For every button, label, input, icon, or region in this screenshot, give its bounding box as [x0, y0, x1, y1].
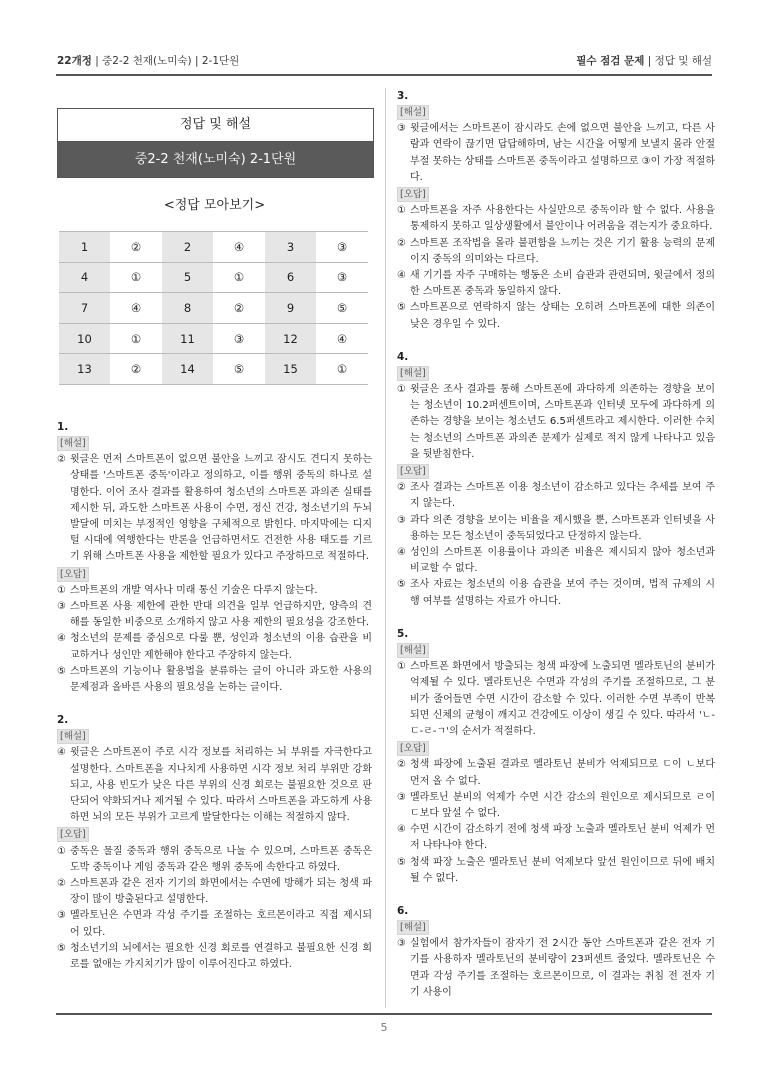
choice-item: [397, 236, 715, 268]
question-number: 6.: [397, 904, 409, 917]
choice-marker: ④: [397, 824, 406, 836]
header-grade: 22개정: [57, 55, 92, 67]
question-number-cell: 4: [59, 262, 110, 293]
choice-marker: ③: [57, 601, 66, 613]
answer-cell: ①: [213, 262, 265, 293]
explain-tag-row: [397, 642, 715, 659]
explain-tag: [해설]: [57, 436, 89, 451]
choice-marker: ①: [57, 584, 66, 596]
column-divider: [385, 88, 386, 1008]
choice-marker: ⑤: [397, 302, 406, 314]
question-number: 4.: [397, 350, 409, 363]
choice-marker: ③: [397, 514, 406, 526]
explain-tag-row: [57, 435, 372, 452]
answer-cell: ⑤: [213, 354, 265, 385]
choice-text: 조사 결과는 스마트폰 이용 청소년이 감소하고 있다는 추세를 보여 주지 않는다.: [410, 482, 715, 510]
explain-tag: [해설]: [57, 729, 89, 744]
question-number-cell: 3: [265, 232, 316, 263]
choice-marker: ②: [397, 237, 406, 249]
choice-item: [57, 664, 372, 696]
choice-item: [397, 300, 715, 332]
choice-item: [397, 577, 715, 609]
choice-marker: ③: [397, 938, 406, 950]
wrong-tag: [오답]: [397, 464, 429, 479]
choice-item: [397, 790, 715, 822]
choice-item: [397, 855, 715, 887]
choice-item: [397, 545, 715, 577]
wrong-tag-row: [397, 186, 715, 203]
choice-text: 수면 시간이 감소하기 전에 청색 파장 노출과 멜라토닌 분비 억제가 먼저 나타나야 한다.: [410, 824, 715, 852]
choice-item: [57, 908, 372, 940]
choice-item: [397, 757, 715, 789]
wrong-tag: [오답]: [57, 827, 89, 842]
choice-text: 청색 파장 노출은 멜라토닌 분비 억제보다 앞선 원인이므로 뒤에 배치될 수 없다.: [410, 856, 715, 884]
choice-text: 스마트폰 조작법을 몰라 불편함을 느끼는 것은 기기 활용 능력의 문제이지 중독의 의미와는 다르다.: [410, 237, 715, 265]
answer-row: [59, 232, 368, 263]
wrong-tag: [오답]: [397, 187, 429, 202]
answer-cell: ③: [316, 232, 368, 263]
choice-marker: ①: [397, 384, 406, 396]
wrong-tag: [오답]: [397, 741, 429, 756]
choice-text: 윗글은 스마트폰이 주로 시각 정보를 처리하는 뇌 부위를 자극한다고 설명한다. 스마트폰을 지나치게 사용하면 시각 정보 처리 부위만 강화되고, 사용 빈도가 낮은 다른 부위의 신경 회로는 불필요한 것으로 판단되어 약화되거나 제거될 수 있다. 따라서 스마트폰을 과도하게 사용하면 뇌의 모든 부위가 고르게 발달한다는 이해는 적절하지 않다.: [70, 747, 372, 824]
choice-item: [397, 936, 715, 1001]
right-column: [397, 88, 715, 1017]
choice-item: [57, 452, 372, 565]
choice-marker: ①: [397, 205, 406, 217]
choice-marker: ②: [57, 454, 66, 466]
choice-text: 스마트폰으로 연락하지 않는 상태는 오히려 스마트폰에 대한 의존이 낮은 경우일 수 있다.: [410, 302, 715, 330]
answer-cell: ③: [213, 323, 265, 354]
question-number-cell: 12: [265, 323, 316, 354]
choice-marker: ⑤: [57, 942, 66, 954]
choice-text: 조사 자료는 청소년의 이용 습관을 보여 주는 것이며, 법적 규제의 시행 여부를 설명하는 자료가 아니다.: [410, 579, 715, 607]
explain-tag: [해설]: [397, 643, 429, 658]
answer-cell: ②: [110, 354, 162, 385]
explain-tag-row: [397, 104, 715, 121]
choice-marker: ④: [57, 633, 66, 645]
question-2-explanation: [57, 712, 372, 973]
explain-tag-row: [397, 365, 715, 382]
question-3-explanation: [397, 88, 715, 333]
left-column: [57, 419, 372, 989]
choice-item: [57, 844, 372, 876]
explain-tag-row: [57, 728, 372, 745]
header-course: | 중2-2 천재(노미숙) | 2-1단원: [91, 55, 240, 67]
title-unit: 중2-2 천재(노미숙) 2-1단원: [58, 142, 373, 177]
choice-text: 스마트폰 화면에서 방출되는 청색 파장에 노출되면 멜라토닌의 분비가 억제될 수 있다. 멜라토닌은 수면과 각성의 주기를 조절하므로, 그 분비가 줄어들면 수면 시간이 감소할 수 있다. 이러한 수면 부족이 반복되면 신체의 균형이 깨지고 건강에도 이상이 생길 수 있다. 따라서 'ㄴ-ㄷ-ㄹ-ㄱ'의 순서가 적절하다.: [410, 661, 715, 737]
choice-marker: ③: [397, 123, 406, 135]
answer-row: [59, 323, 368, 354]
question-number: 1.: [57, 421, 69, 433]
explain-tag: [해설]: [397, 920, 429, 935]
choice-marker: ③: [397, 791, 406, 803]
answer-cell: ①: [316, 354, 368, 385]
choice-marker: ④: [397, 270, 406, 282]
choice-item: [57, 745, 372, 826]
choice-marker: ⑤: [397, 579, 406, 591]
choice-text: 윗글은 먼저 스마트폰이 없으면 불안을 느끼고 잠시도 견디지 못하는 상태를 '스마트폰 중독'이라고 정의하고, 이를 행위 중독의 하나로 설명한다. 이어 조사 결과를 활용하여 청소년의 스마트폰 과의존 실태를 제시한 뒤, 과도한 스마트폰 사용이 수면, 정신 건강, 청소년기의 두뇌 발달에 미치는 부정적인 영향을 구체적으로 밝힌다. 마지막에는 디지털 시대에 역행한다는 반론을 언급하면서도 건전한 사용 태도를 기르기 위해 스마트폰 사용을 제한할 필요가 있다고 주장하므로 적절하다.: [70, 454, 372, 563]
question-number: 2.: [57, 714, 69, 727]
wrong-tag-row: [57, 826, 372, 843]
question-number: 5.: [397, 627, 409, 640]
choice-text: 청색 파장에 노출된 결과로 멜라토닌 분비가 억제되므로 ㄷ이 ㄴ보다 먼저 올 수 없다.: [410, 759, 715, 787]
header-left: [57, 53, 239, 68]
answer-row: [59, 293, 368, 324]
answer-table: [59, 231, 368, 385]
choice-text: 윗글에서는 스마트폰이 잠시라도 손에 없으면 불안을 느끼고, 다른 사람과 연락이 끊기면 답답해하며, 남는 시간을 어떻게 보낼지 몰라 안절부절 못하는 상태를 스마트폰 중독이라고 설명하므로 ③이 가장 적절하다.: [410, 123, 715, 183]
answer-cell: ④: [316, 323, 368, 354]
choice-marker: ④: [397, 547, 406, 559]
question-number-cell: 13: [59, 354, 110, 385]
answer-cell: ②: [213, 293, 265, 324]
answer-cell: ⑤: [316, 293, 368, 324]
question-number-cell: 1: [59, 232, 110, 263]
question-1-explanation: [57, 419, 372, 696]
choice-marker: ②: [57, 878, 66, 890]
choice-text: 성인의 스마트폰 이용률이나 과의존 비율은 제시되지 않아 청소년과 비교할 수 없다.: [410, 547, 715, 575]
footer-rule: [56, 1013, 712, 1015]
choice-text: 스마트폰의 개발 역사나 미래 통신 기술은 다루지 않는다.: [70, 584, 318, 596]
question-number-cell: 8: [162, 293, 213, 324]
choice-text: 청소년기의 뇌에서는 필요한 신경 회로를 연결하고 불필요한 신경 회로를 없애는 가지치기가 많이 이루어진다고 하였다.: [70, 942, 372, 971]
explain-tag: [해설]: [397, 105, 429, 120]
choice-text: 스마트폰 사용 제한에 관한 반대 의견을 일부 언급하지만, 양측의 견해를 동일한 비중으로 소개하지 않고 사용 제한의 필요성을 강조한다.: [70, 601, 372, 629]
choice-item: [397, 203, 715, 235]
explain-tag: [해설]: [397, 366, 429, 381]
question-number-cell: 2: [162, 232, 213, 263]
answer-cell: ④: [213, 232, 265, 263]
question-4-explanation: [397, 349, 715, 610]
choice-item: [57, 599, 372, 631]
answer-cell: ①: [110, 323, 162, 354]
choice-text: 새 기기를 자주 구매하는 행동은 소비 습관과 관련되며, 윗글에서 정의한 스마트폰 중독과 동일하지 않다.: [410, 270, 715, 298]
question-number-cell: 14: [162, 354, 213, 385]
choice-text: 멜라토닌 분비의 억제가 수면 시간 감소의 원인으로 제시되므로 ㄹ이 ㄷ보다 앞설 수 없다.: [410, 791, 715, 819]
choice-text: 중독은 물질 중독과 행위 중독으로 나눌 수 있으며, 스마트폰 중독은 도박 중독이나 게임 중독과 같은 행위 중독에 속한다고 하였다.: [70, 845, 372, 873]
choice-marker: ③: [57, 910, 66, 922]
choice-item: [397, 480, 715, 512]
question-number-cell: 7: [59, 293, 110, 324]
question-number-cell: 9: [265, 293, 316, 324]
choice-marker: ②: [397, 482, 406, 494]
choice-item: [397, 513, 715, 545]
question-number-cell: 6: [265, 262, 316, 293]
choice-marker: ④: [57, 747, 66, 759]
answer-row: [59, 262, 368, 293]
question-5-explanation: [397, 626, 715, 887]
choice-text: 멜라토닌은 수면과 각성 주기를 조절하는 호르몬이라고 직접 제시되어 있다.: [70, 910, 372, 938]
question-number: 3.: [397, 90, 409, 102]
choice-marker: ①: [57, 845, 66, 857]
choice-text: 과다 의존 경향을 보이는 비율을 제시했을 뿐, 스마트폰과 인터넷을 사용하는 모든 청소년이 중독되었다고 단정하지 않는다.: [410, 514, 715, 542]
choice-text: 스마트폰의 기능이나 활용법을 분류하는 글이 아니라 과도한 사용의 문제점과 올바른 사용의 필요성을 논하는 글이다.: [70, 665, 372, 694]
question-number-cell: 15: [265, 354, 316, 385]
choice-text: 윗글은 조사 결과를 통해 스마트폰에 과다하게 의존하는 경향을 보이는 청소년이 10.2퍼센트이며, 스마트폰과 인터넷 모두에 과다하게 의존하는 경향을 보이는 청소년도 6.5퍼센트라고 제시한다. 이러한 수치는 청소년의 스마트폰 과의존 문제가 실제로 적지 않게 나타나고 있음을 뒷받침한다.: [410, 384, 715, 460]
question-6-explanation: [397, 903, 715, 1001]
question-number-cell: 5: [162, 262, 213, 293]
choice-item: [397, 268, 715, 300]
choice-item: [57, 941, 372, 973]
choice-text: 청소년의 문제를 중심으로 다룰 뿐, 성인과 청소년의 이용 습관을 비교하거나 성인만 제한해야 한다고 주장하지 않는다.: [70, 633, 372, 661]
choice-marker: ⑤: [57, 665, 66, 677]
choice-item: [397, 659, 715, 740]
choice-item: [57, 876, 372, 908]
answer-cell: ④: [110, 293, 162, 324]
header-rule: [56, 74, 712, 76]
header-right: [576, 53, 712, 68]
page-number: 5: [380, 1021, 388, 1034]
answer-cell: ①: [110, 262, 162, 293]
header-subsection: | 정답 및 해설: [644, 55, 712, 67]
question-number-cell: 11: [162, 323, 213, 354]
choice-marker: ①: [397, 661, 406, 673]
choice-item: [57, 583, 372, 599]
wrong-tag: [오답]: [57, 567, 89, 582]
choice-item: [397, 382, 715, 463]
answer-summary-title: <정답 모아보기>: [163, 198, 266, 213]
question-number-cell: 10: [59, 323, 110, 354]
choice-marker: ②: [397, 759, 406, 771]
title-main: 정답 및 해설: [58, 109, 373, 142]
answer-cell: ③: [316, 262, 368, 293]
wrong-tag-row: [397, 740, 715, 757]
choice-item: [397, 121, 715, 186]
header-section: 필수 점검 문제: [576, 55, 645, 67]
wrong-tag-row: [57, 566, 372, 583]
answer-row: [59, 354, 368, 385]
choice-item: [57, 631, 372, 663]
choice-item: [397, 822, 715, 854]
choice-text: 스마트폰을 자주 사용한다는 사실만으로 중독이라 할 수 없다. 사용을 통제하지 못하고 일상생활에서 불안이나 어려움을 겪는지가 중요하다.: [410, 205, 715, 233]
answer-cell: ②: [110, 232, 162, 263]
wrong-tag-row: [397, 463, 715, 480]
explain-tag-row: [397, 919, 715, 936]
title-box: [57, 108, 374, 178]
choice-text: 스마트폰과 같은 전자 기기의 화면에서는 수면에 방해가 되는 청색 파장이 많이 방출된다고 설명한다.: [70, 878, 372, 906]
choice-text: 실험에서 참가자들이 잠자기 전 2시간 동안 스마트폰과 같은 전자 기기를 사용하자 멜라토닌의 분비량이 23퍼센트 줄었다. 멜라토닌은 수면과 각성 주기를 조절하는 호르몬이므로, 이 결과는 취침 전 전자 기기 사용이: [410, 938, 715, 998]
choice-marker: ⑤: [397, 856, 406, 868]
